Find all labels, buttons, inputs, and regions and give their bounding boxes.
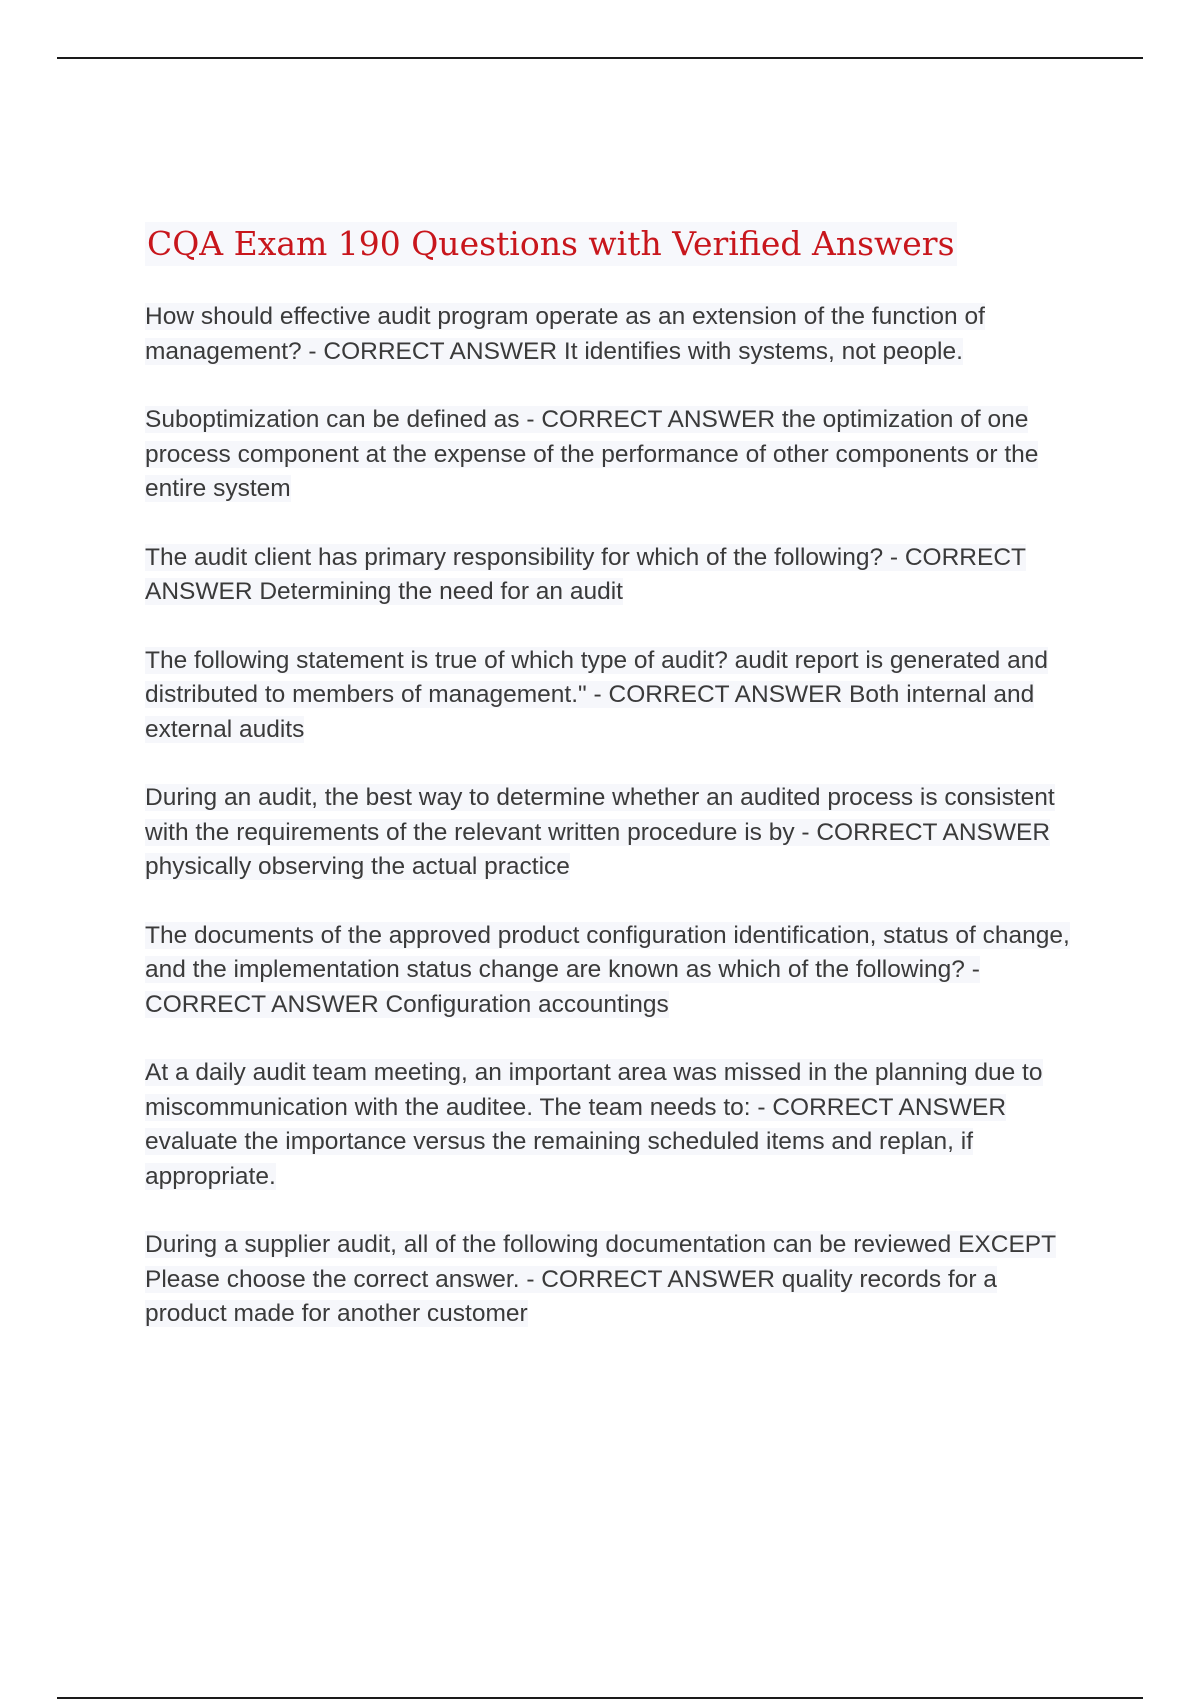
document-title: CQA Exam 190 Questions with Verified Answers bbox=[145, 222, 957, 266]
footer-rule bbox=[57, 1697, 1143, 1699]
qa-item bbox=[145, 1056, 1085, 1194]
qa-item-text: Suboptimization can be defined as - CORRECT ANSWER the optimization of one process component at the expense of the performance of other components or the entire system bbox=[145, 406, 1039, 502]
qa-item-text: The documents of the approved product configuration identification, status of change, and the implementation status change are known as which of the following? - CORRECT ANSWER Configuration accountings bbox=[145, 921, 1070, 1018]
qa-item-text: The following statement is true of which type of audit? audit report is generated and distributed to members of management." - CORRECT ANSWER Both internal and external audits bbox=[145, 646, 1048, 743]
qa-item-text: At a daily audit team meeting, an important area was missed in the planning due to miscommunication with the auditee. The team needs to: - CORRECT ANSWER evaluate the importance versus the remaining scheduled items and replan, if appropriate. bbox=[145, 1059, 1043, 1190]
qa-item bbox=[145, 919, 1085, 1023]
qa-item bbox=[145, 644, 1085, 748]
qa-item bbox=[145, 541, 1085, 610]
qa-list bbox=[145, 300, 1085, 1366]
qa-item bbox=[145, 1228, 1085, 1332]
qa-item bbox=[145, 300, 1085, 369]
qa-item-text: During a supplier audit, all of the following documentation can be reviewed EXCEPT Please choose the correct answer. - CORRECT ANSWER quality records for a product made for another customer bbox=[145, 1231, 1057, 1327]
qa-item-text: The audit client has primary responsibility for which of the following? - CORRECT ANSWER Determining the need for an audit bbox=[145, 543, 1026, 605]
header-rule bbox=[57, 57, 1143, 59]
qa-item-text: During an audit, the best way to determine whether an audited process is consistent with the requirements of the relevant written procedure is by - CORRECT ANSWER physically observing the actual practice bbox=[145, 784, 1055, 880]
qa-item-text: How should effective audit program operate as an extension of the function of management? - CORRECT ANSWER It identifies with systems, not people. bbox=[145, 303, 985, 365]
qa-item bbox=[145, 781, 1085, 885]
qa-item bbox=[145, 403, 1085, 507]
